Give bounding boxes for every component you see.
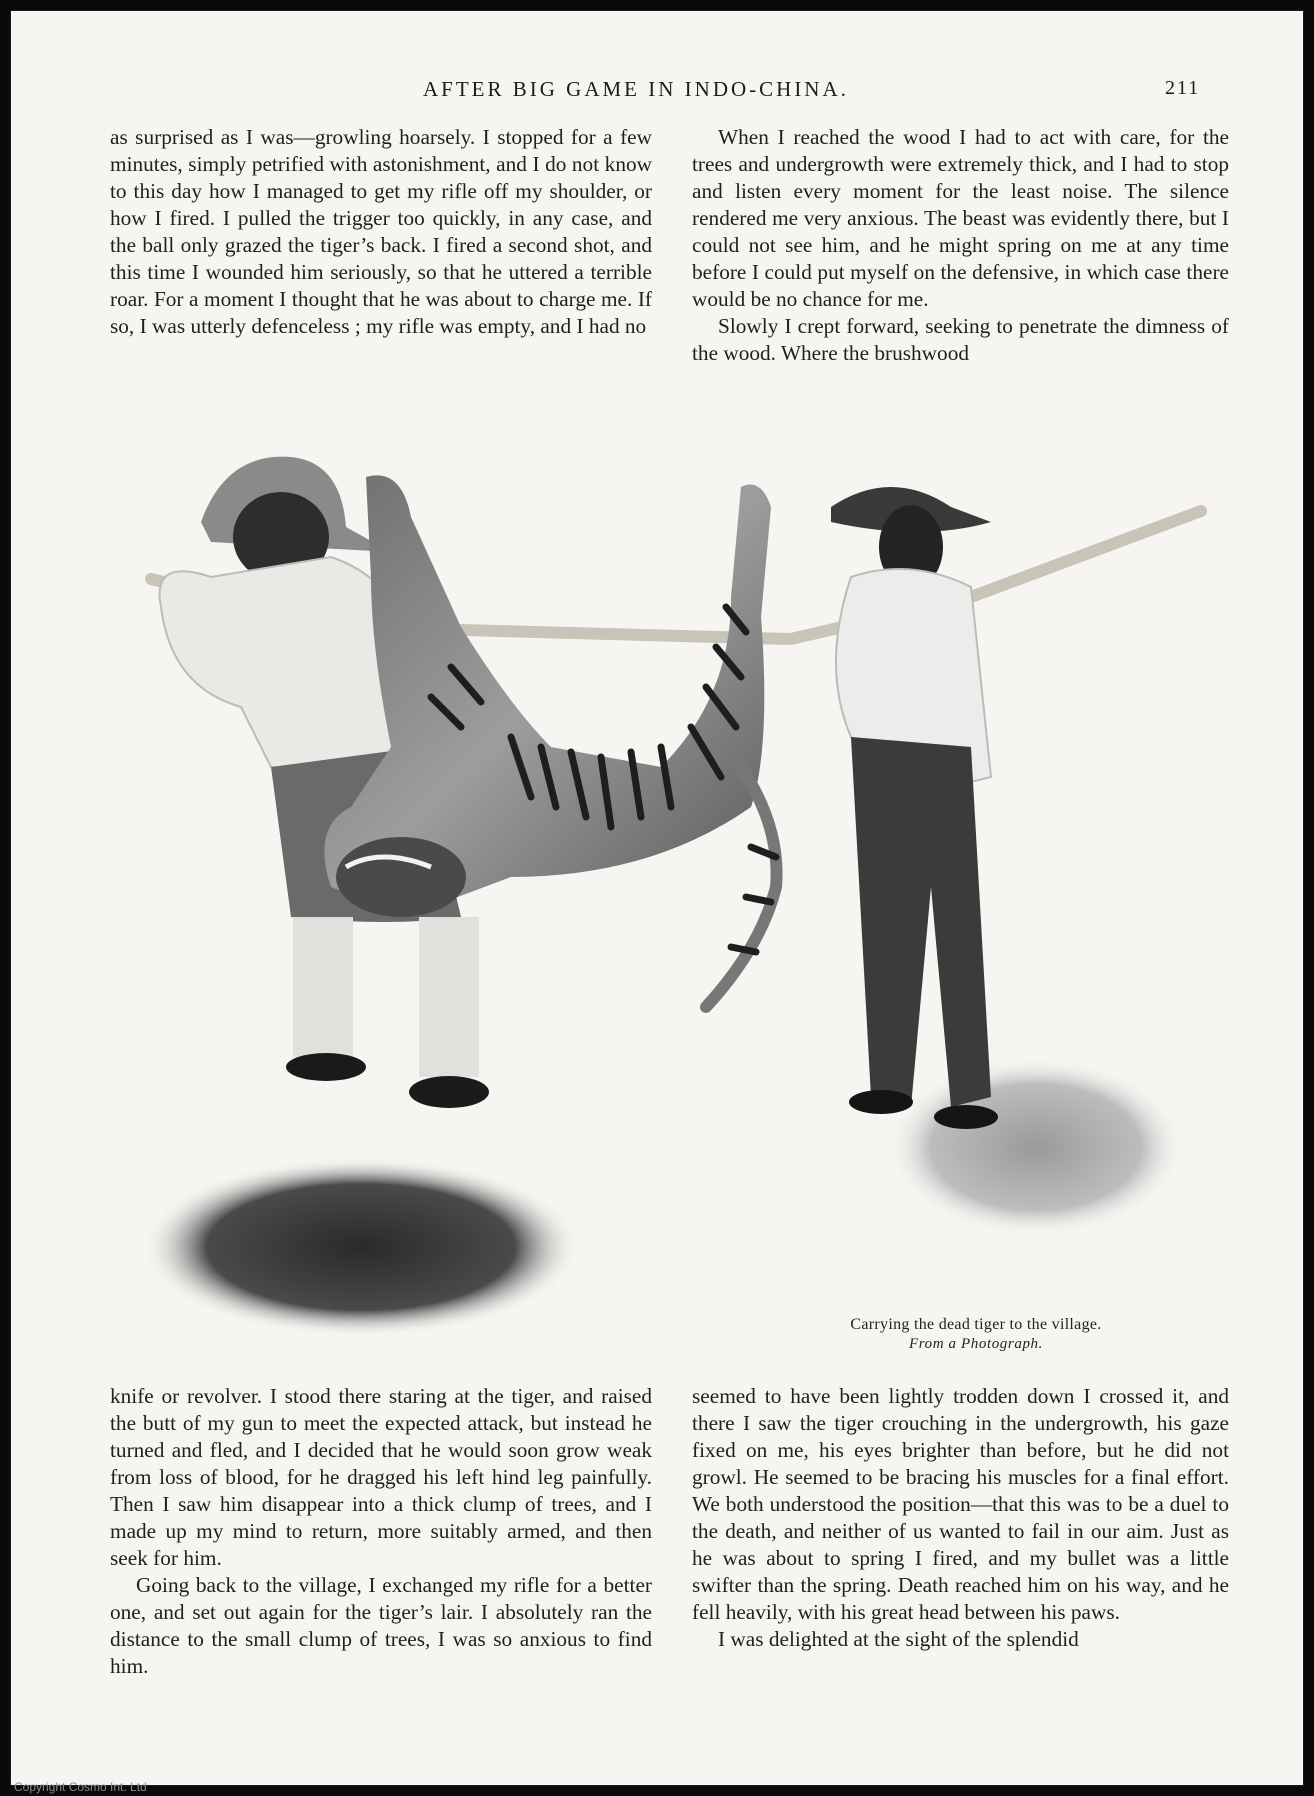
page-number: 211 [1165, 77, 1201, 99]
paragraph: Going back to the village, I exchanged my rifle for a better one, and set out again for the tiger’s lair. I absolutely ran the distance to the small clump of trees, I was so anxious to find him. [110, 1573, 652, 1678]
copyright-notice: Copyright Cosmo Int. Ltd [14, 1780, 147, 1794]
running-title: AFTER BIG GAME IN INDO-CHINA. [423, 77, 849, 101]
right-carrier [831, 487, 998, 1129]
paragraph: knife or revolver. I stood there staring at the tiger, and raised the butt of my gun to meet the expected attack, but instead he turned and fled, and I decided that he would soon grow weak from loss of blood, for he dragged his left hind leg painfully. Then I saw him disappear into a thick clump of trees, and I made up my mind to return, more suitably armed, and then seek for him. [110, 1384, 652, 1570]
ground-shadow-left [141, 1157, 581, 1337]
figure-caption [711, 1316, 1241, 1353]
column-top-left [110, 124, 652, 340]
paragraph: seemed to have been lightly trodden down I crossed it, and there I saw the tiger crouching in the undergrowth, his gaze fixed on me, his eyes brighter than before, but he did not growl. He seemed to be bracing his muscles for a final effort. We both understood the position—that this was to be a duel to the death, and neither of us wanted to fail in our aim. Just as he was about to spring I fired, and my bullet was a little swifter than the spring. Death reached him on his way, and he fell heavily, with his great head between his paws. [692, 1384, 1229, 1624]
column-top-right [692, 124, 1229, 367]
paragraph: When I reached the wood I had to act with care, for the trees and undergrowth were extremely thick, and I had to stop and listen every moment for the least noise. The silence rendered me very anxious. The beast was evidently there, but I could not see him, and he might spring on me at any time before I could put myself on the defensive, in which case there would be no chance for me. [692, 125, 1229, 311]
photo-illustration [131, 447, 1227, 1347]
tiger [324, 475, 776, 1007]
paragraph: as surprised as I was—growling hoarsely. I stopped for a few minutes, simply petrified with astonishment, and I do not know to this day how I managed to get my rifle off my shoulder, or how I fired. I pulled the trigger too quickly, in any case, and the ball only grazed the tiger’s back. I fired a second shot, and this time I wounded him seriously, so that he uttered a terrible roar. For a moment I thought that he was about to charge me. If so, I was utterly defenceless ; my rifle was empty, and I had no [110, 125, 652, 338]
column-bottom-left [110, 1383, 652, 1680]
column-bottom-right [692, 1383, 1229, 1653]
magazine-page [10, 10, 1304, 1786]
paragraph: Slowly I crept forward, seeking to penetrate the dimness of the wood. Where the brushwood [692, 314, 1229, 365]
caption-text: Carrying the dead tiger to the village. [850, 1316, 1102, 1333]
page-header [11, 77, 1304, 111]
tiger-photograph [131, 447, 1227, 1347]
paragraph: I was delighted at the sight of the splendid [718, 1627, 1079, 1651]
ground-shadow-right [886, 1057, 1186, 1237]
caption-source: From a Photograph. [909, 1336, 1043, 1352]
